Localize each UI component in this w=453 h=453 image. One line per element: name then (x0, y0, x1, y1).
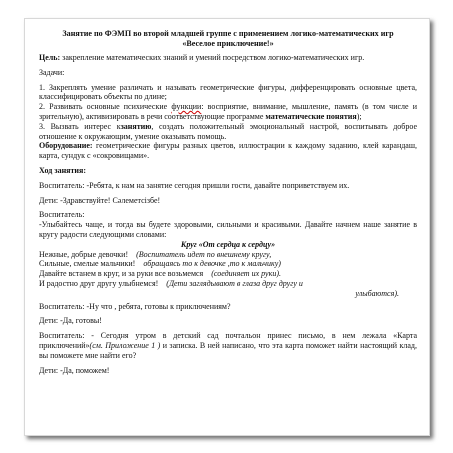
poem-line (39, 269, 417, 279)
task-3: 3. Вызвать интерес кзанятию, создать положительный эмоциональный настрой, воспитывать доброе отношение к окружающим, умение оказывать помощь. (39, 121, 417, 141)
poem-line-text: Давайте встанем в круг, и за руки все возьмемся (39, 269, 204, 279)
tasks-label: Задачи: (39, 67, 65, 77)
poem-line (39, 279, 417, 289)
poem-line-text: Нежные, добрые девочки! (39, 249, 129, 259)
goal-text: закрепление математических знаний и умений посредством логико-математических игр. (60, 53, 365, 62)
poem-tail: улыбаются). (355, 288, 399, 298)
poem-line-text: Сильные, смелые мальчики! (39, 259, 136, 269)
goal-label: Цель: (39, 53, 61, 62)
poem-line (39, 250, 417, 260)
document-title: Занятие по ФЭМП во второй младшей группе с применением логико-математических игр «Веселое приключение!» (62, 29, 394, 48)
equipment-paragraph: Оборудование: геометрические фигуры разных цветов, иллюстрации к каждому заданию, клей карандаш, карта, сундук с «сокровищами». (39, 141, 417, 161)
children-line-1: Дети: -Здравствуйте! Сәлеметсізбе! (39, 195, 161, 205)
teacher-line-4: Воспитатель: - Сегодня утром в детский сад почтальон принес письмо, в нем лежала «Карта приключений»(см. Приложение 1 ) и записка. В ней написано, что эта карта поможет найти настоящий клад, вы поможете мне найти его? (39, 331, 417, 360)
poem-line-text: И радостно друг другу улыбнемся! (39, 278, 159, 288)
course-heading: Ход занятия: (39, 165, 87, 175)
task-2: 2. Развивать основные психические функции: восприятие, внимание, мышление, память (в том числе и зрительную), активизировать в речи соответствующие программе математические понятия); (39, 102, 417, 121)
teacher-line-2-body: -Улыбайтесь чаще, и тогда вы будете здоровыми, сильными и красивыми. Давайте начнем наше занятие в кругу радости следующими словами: (39, 220, 417, 239)
poem-line-note: (соединяет их руки). (211, 269, 281, 279)
teacher-line-3: Воспитатель: -Ну что , ребята, готовы к приключениям? (39, 301, 231, 311)
poem-block (39, 250, 417, 289)
teacher-line-2-head: Воспитатель: (39, 210, 85, 220)
document-page (24, 18, 430, 436)
teacher-line-1: Воспитатель: -Ребята, к нам на занятие сегодня пришли гости, давайте поприветствуем их. (39, 180, 350, 190)
poem-line-note: (Дети заглядывают в глаза друг другу и (166, 278, 303, 288)
poem-title: Круг «От сердца к сердцу» (180, 239, 276, 249)
poem-line (39, 259, 417, 269)
children-line-4: Дети: -Да, поможем! (39, 365, 110, 375)
goal-paragraph (39, 53, 417, 63)
spelling-underline-word: функции (171, 102, 202, 112)
children-line-3: Дети: -Да, готовы! (39, 316, 102, 326)
poem-line-note: (Воспитатель идет по внешнему кругу, (136, 249, 272, 259)
task-1: 1. Закреплять умение различать и называть геометрические фигуры, дифференцировать основные цвета, классифицировать объекты по длине; (39, 82, 417, 102)
equipment-label: Оборудование: (39, 141, 93, 151)
poem-line-note: обращаясь то к девочке ,то к мальчику) (143, 259, 281, 269)
